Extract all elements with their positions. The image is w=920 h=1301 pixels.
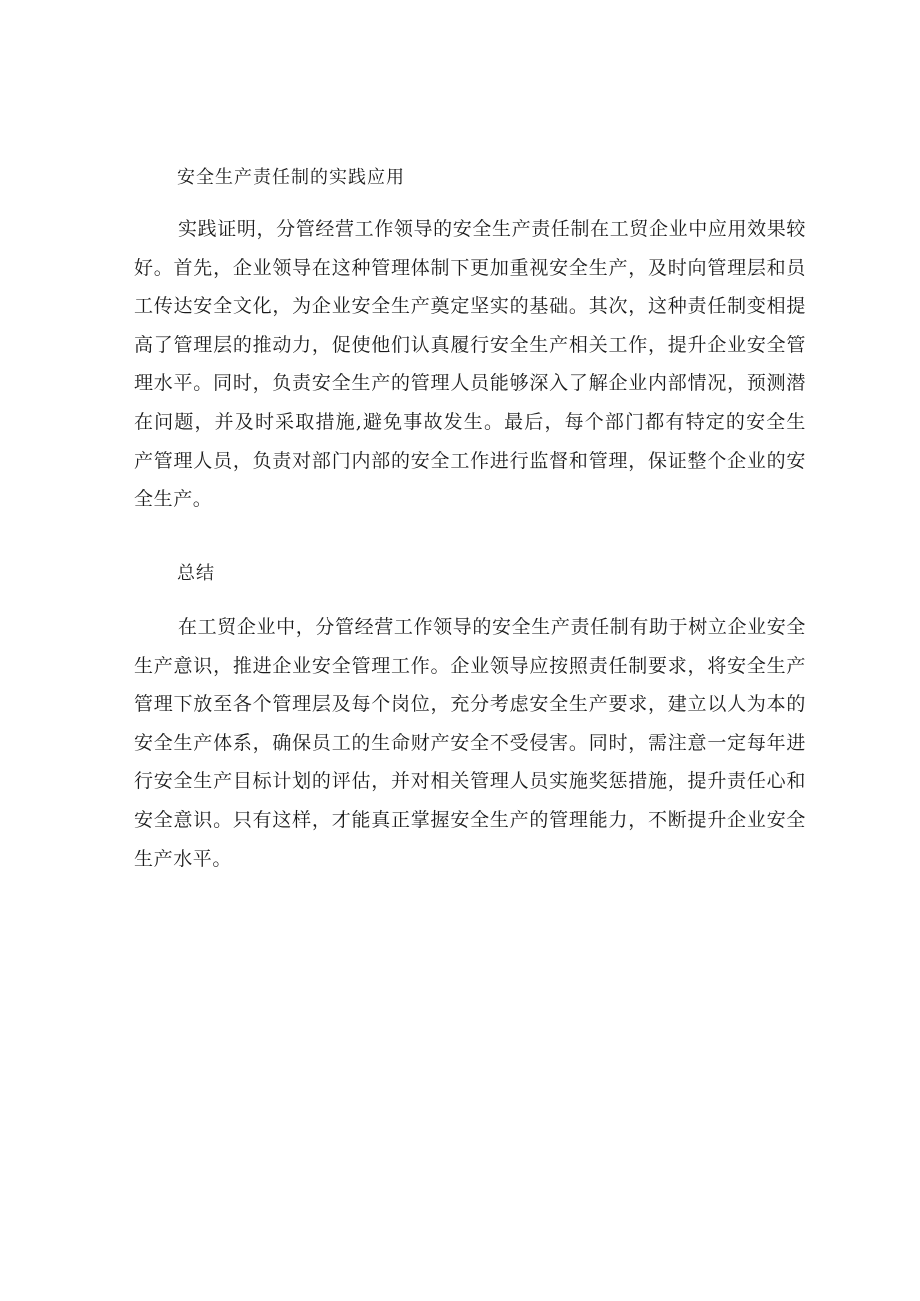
section-heading-practice: 安全生产责任制的实践应用 [177, 167, 405, 188]
section-paragraph-summary: 在工贸企业中，分管经营工作领导的安全生产责任制有助于树立企业安全生产意识，推进企业安全管理工作。企业领导应按照责任制要求，将安全生产管理下放至各个管理层及每个岗位，充分考虑安全生产要求，建立以人为本的安全生产体系，确保员工的生命财产安全不受侵害。同时，需注意一定每年进行安全生产目标计划的评估，并对相关管理人员实施奖惩措施，提升责任心和安全意识。只有这样，才能真正掌握安全生产的管理能力，不断提升企业安全生产水平。 [134, 616, 806, 870]
section-heading-summary: 总结 [177, 563, 215, 584]
section-paragraph-practice: 实践证明，分管经营工作领导的安全生产责任制在工贸企业中应用效果较好。首先，企业领导在这种管理体制下更加重视安全生产，及时向管理层和员工传达安全文化，为企业安全生产奠定坚实的基础。其次，这种责任制变相提高了管理层的推动力，促使他们认真履行安全生产相关工作，提升企业安全管理水平。同时，负责安全生产的管理人员能够深入了解企业内部情况，预测潜在问题，并及时采取措施,避免事故发生。最后，每个部门都有特定的安全生产管理人员，负责对部门内部的安全工作进行监督和管理，保证整个企业的安全生产。 [134, 218, 806, 511]
